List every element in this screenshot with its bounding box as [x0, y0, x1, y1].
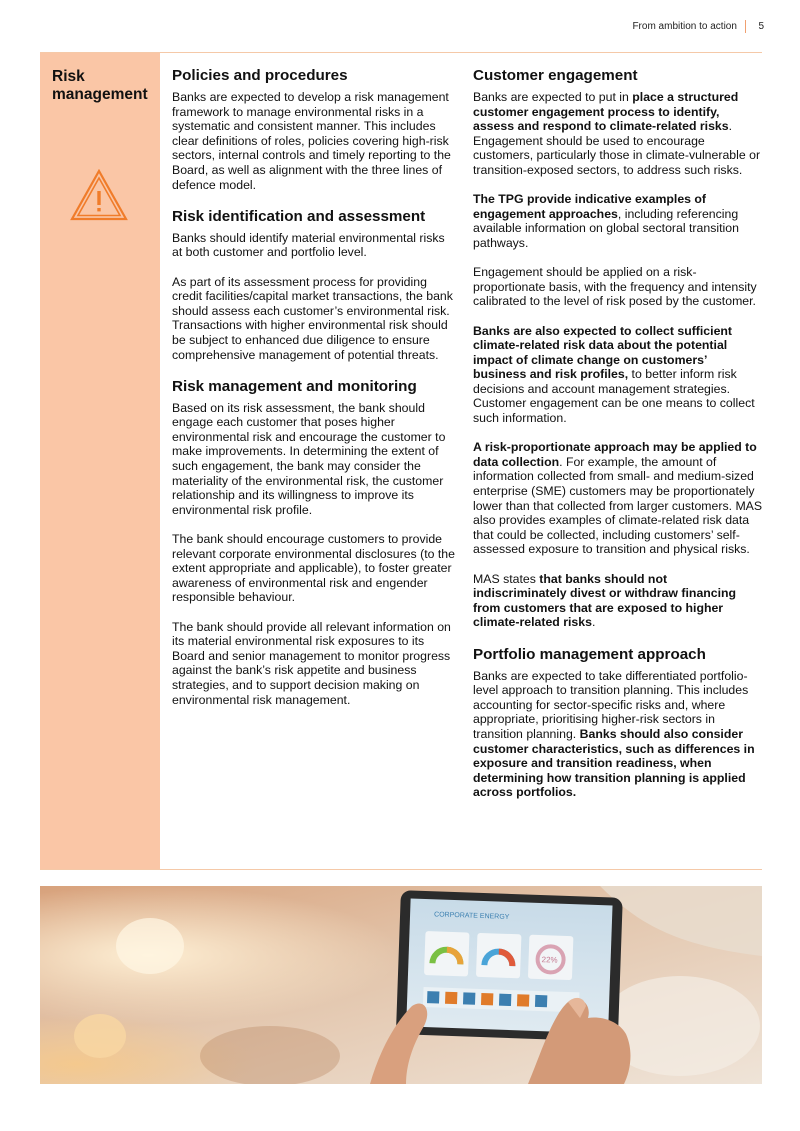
- tablet-photo-illustration: [40, 886, 762, 1084]
- risk-identification-paragraph-1: Banks should identify material environmental risks at both customer and portfolio level.: [172, 230, 445, 260]
- engagement-paragraph-4: Banks are also expected to collect sufficient climate-related risk data about the potential impact of climate change on customers’ business and risk profiles, to better inform risk decisions and account management strategies. Customer engagement can be one means to collect such information.: [473, 323, 755, 426]
- header-separator: [745, 20, 747, 33]
- portfolio-paragraph: Banks are expected to take differentiated portfolio-level approach to transition planning. This includes accounting for sector-specific risks and, where appropriate, prioritising higher-risk sectors in transition planning. Banks should also consider customer characteristics, such as differences in exposure and transition readiness, when determining how transition planning is applied across portfolios.: [473, 668, 755, 800]
- tablet-screen-title: CORPORATE ENERGY: [433, 911, 510, 921]
- heading-risk-management: Risk management and monitoring: [172, 377, 417, 395]
- risk-management-paragraph-3: The bank should provide all relevant information on its material environmental risk exposures to its Board and senior management to monitor progress against the bank’s risk appetite and business strategies, and to support decision making on environmental risk management.: [172, 619, 451, 707]
- sidebar-title: Risk management: [52, 68, 148, 103]
- engagement-paragraph-6: MAS states that banks should not indiscriminately divest or withdraw financing from customers that are exposed to higher climate-related risks.: [473, 571, 737, 630]
- risk-identification-paragraph-2: As part of its assessment process for providing credit facilities/capital market transactions, the bank should assess each customer’s environmental risk. Transactions with higher environmental risk should be subject to enhanced due diligence to ensure comprehensive management of potential threats.: [172, 274, 453, 362]
- heading-policies: Policies and procedures: [172, 67, 348, 84]
- heading-portfolio-management: Portfolio management approach: [473, 645, 706, 663]
- engagement-paragraph-5: A risk-proportionate approach may be applied to data collection. For example, the amount of information collected from small- and medium-sized enterprise (SME) customers may be proportionately lower than that collected from larger customers. MAS also provides examples of climate-related risk data that could be collected, including customers’ self-assessed exposure to transition and physical risks.: [473, 440, 763, 557]
- risk-management-paragraph-1: Based on its risk assessment, the bank should engage each customer that poses higher environmental risk and encourage the customer to make improvements. In determining the extent of such engagement, the bank may consider the materiality of the environmental risk, the customer relationship and its willingness to improve its environmental risk profile.: [172, 400, 446, 517]
- page-number: 5: [758, 21, 764, 32]
- policies-paragraph: Banks are expected to develop a risk management framework to manage environmental risks in a systematic and consistent manner. This includes clear definitions of roles, policies covering high-risk sectors, internal controls and timely reporting to the Board, as well as alignment with the three lines of defence model.: [172, 90, 451, 192]
- engagement-paragraph-3: Engagement should be applied on a risk-proportionate basis, with the frequency and intensity calibrated to the level of risk posed by the customer.: [473, 265, 757, 309]
- tablet-photo: [40, 886, 762, 1084]
- page-header: [632, 20, 764, 33]
- warning-triangle-icon: [70, 169, 128, 221]
- right-column: [473, 66, 763, 815]
- tablet-gauge-value: 22%: [541, 955, 558, 965]
- header-title: From ambition to action: [632, 21, 737, 32]
- sidebar: [40, 53, 160, 869]
- heading-risk-identification: Risk identification and assessment: [172, 207, 426, 225]
- left-column: [172, 66, 458, 722]
- engagement-paragraph-1: Banks are expected to put in place a structured customer engagement process to identify, assess and respond to climate-related risks. Engagement should be used to encourage customers, particularly those in climate-vulnerable or transition-exposed sectors, to address such risks.: [473, 90, 761, 177]
- heading-customer-engagement: Customer engagement: [473, 67, 638, 84]
- bottom-rule: [40, 869, 762, 870]
- risk-management-paragraph-2: The bank should encourage customers to provide relevant corporate environmental disclosures (to the extent appropriate and applicable), to foster greater awareness of environmental risk and engender responsible behaviour.: [172, 532, 455, 605]
- engagement-paragraph-2: The TPG provide indicative examples of engagement approaches, including referencing available information on global sectoral transition pathways.: [473, 192, 739, 250]
